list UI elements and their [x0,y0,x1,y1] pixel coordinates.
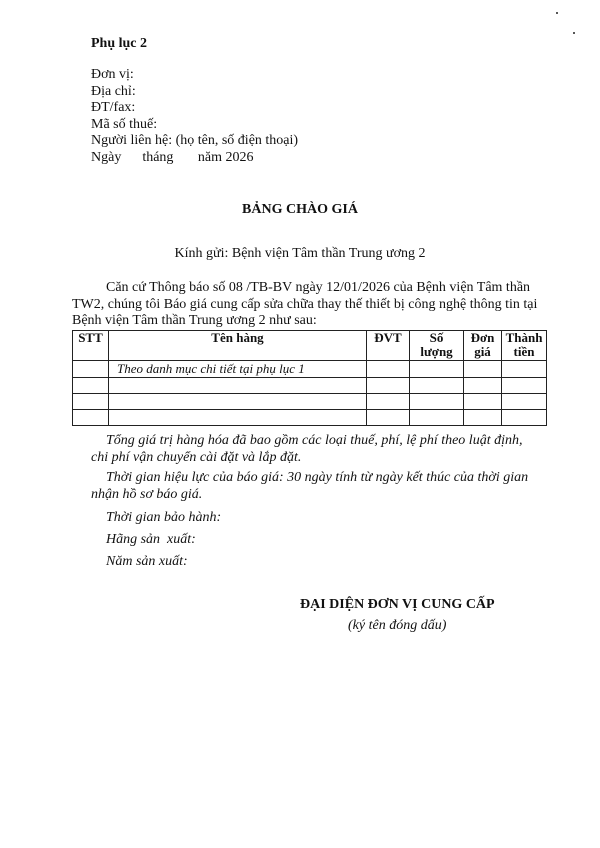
column-header-price-line: giá [474,344,491,359]
table-cell [502,378,547,394]
table-cell [73,378,109,394]
page-title: BẢNG CHÀO GIÁ [242,202,358,217]
column-header-total [502,331,547,361]
table-row [73,394,547,410]
table-cell [109,410,367,426]
supplier-field-phone: ĐT/fax: [91,100,136,115]
manufacturer-label: Hãng sản xuất: [106,532,196,547]
supplier-field-unit: Đơn vị: [91,67,134,82]
table-cell [410,361,464,378]
scan-speck [573,32,575,34]
year-label: Năm sản xuất: [106,554,188,569]
table-row [73,378,547,394]
table-cell [367,410,410,426]
table-cell [73,410,109,426]
table-row [73,361,547,378]
column-header-unit: ĐVT [367,331,410,361]
table-cell [367,378,410,394]
signature-note: (ký tên đóng dấu) [348,618,447,633]
table-cell [109,394,367,410]
intro-line: TW2, chúng tôi Báo giá cung cấp sửa chữa thay thế thiết bị công nghệ thông tin tại [72,297,538,312]
table-cell [464,394,502,410]
column-header-stt: STT [73,331,109,361]
scan-speck [556,12,558,14]
table-cell [464,410,502,426]
appendix-label: Phụ lục 2 [91,36,148,51]
column-header-price [464,331,502,361]
table-cell [367,394,410,410]
column-header-name: Tên hàng [109,331,367,361]
table-cell [410,394,464,410]
table-cell [502,361,547,378]
column-header-qty-line: Số [429,330,444,345]
intro-line: Bệnh viện Tâm thần Trung ương 2 như sau: [72,313,317,328]
intro-line: Căn cứ Thông báo số 08 /TB-BV ngày 12/01/2026 của Bệnh viện Tâm thần [106,280,531,295]
supplier-field-tax: Mã số thuế: [91,117,158,132]
column-header-qty [410,331,464,361]
table-cell [410,410,464,426]
supplier-field-address: Địa chỉ: [91,84,136,99]
recipient: Kính gửi: Bệnh viện Tâm thần Trung ương 2 [174,246,426,261]
table-cell [367,361,410,378]
supplier-field-date: Ngày tháng năm 2026 [91,150,254,165]
note-line: Tổng giá trị hàng hóa đã bao gồm các loại thuế, phí, lệ phí theo luật định, [106,433,523,448]
table-cell: Theo danh mục chi tiết tại phụ lục 1 [109,361,367,378]
table-cell [464,378,502,394]
note-line: chi phí vận chuyển cài đặt và lắp đặt. [91,450,302,465]
supplier-field-contact: Người liên hệ: (họ tên, số điện thoại) [91,133,299,148]
column-header-total-line: Thành [505,330,543,345]
table-cell [502,410,547,426]
signature-title: ĐẠI DIỆN ĐƠN VỊ CUNG CẤP [300,597,495,612]
column-header-qty-line: lượng [420,344,453,359]
note-line: nhận hồ sơ báo giá. [91,487,203,502]
quote-table [72,330,547,426]
warranty-label: Thời gian bảo hành: [106,510,222,525]
table-cell [464,361,502,378]
note-line: Thời gian hiệu lực của báo giá: 30 ngày tính từ ngày kết thúc của thời gian [106,470,529,485]
table-header-row [73,331,547,361]
table-row [73,410,547,426]
table-cell [410,378,464,394]
table-cell [109,378,367,394]
table-cell [73,361,109,378]
column-header-total-line: tiền [513,344,535,359]
column-header-price-line: Đơn [470,330,495,345]
table-cell [502,394,547,410]
table-cell [73,394,109,410]
